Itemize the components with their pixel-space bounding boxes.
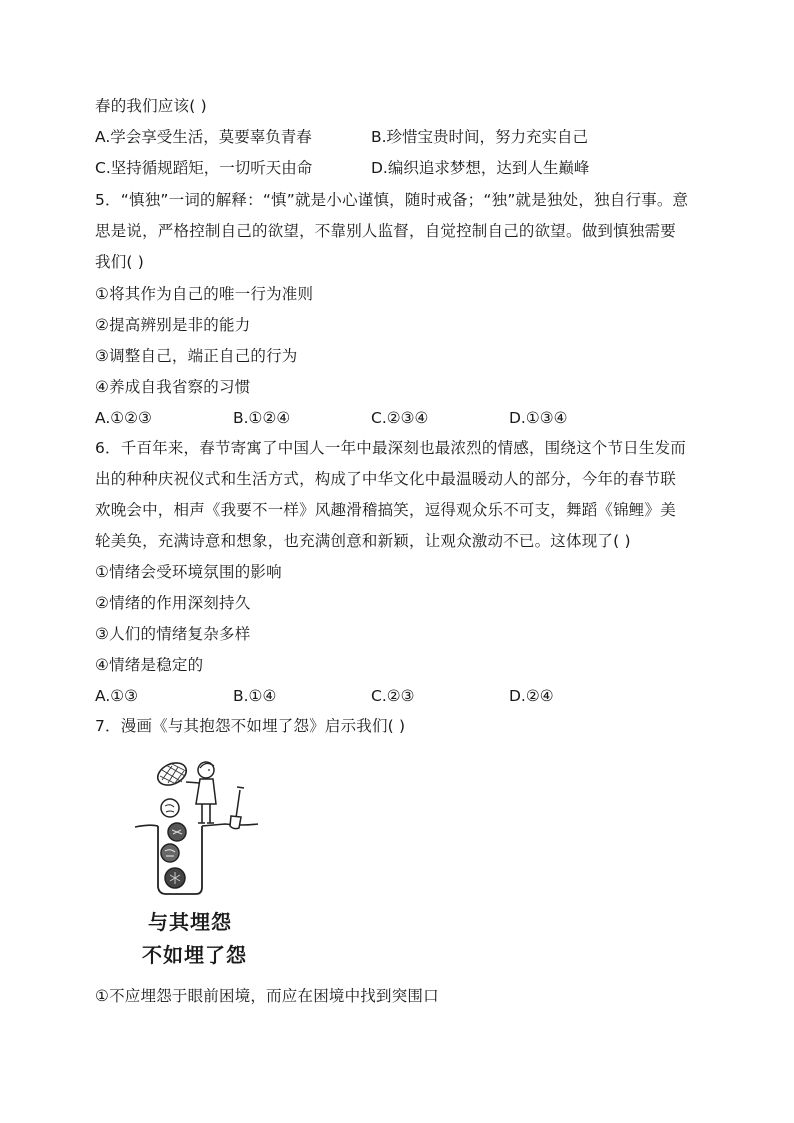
q6-stem-line-1: 6．千百年来，春节寄寓了中国人一年中最深刻也最浓烈的情感，围绕这个节日生发而 (95, 439, 686, 457)
q5-item-1: ①将其作为自己的唯一行为准则 (95, 285, 314, 303)
shovel (230, 787, 244, 829)
q4-option-c: C.坚持循规蹈矩，一切听天由命 (95, 159, 313, 177)
grievance-balls (161, 799, 186, 888)
q5-option-a: A.①②③ (95, 409, 152, 427)
q5-item-2: ②提高辨别是非的能力 (95, 316, 251, 334)
q7-stem: 7．漫画《与其抱怨不如埋了怨》启示我们( ) (95, 717, 406, 735)
q6-item-3: ③人们的情绪复杂多样 (95, 625, 251, 643)
q6-stem-line-2: 出的种种庆祝仪式和生活方式，构成了中华文化中最温暖动人的部分，今年的春节联 (95, 470, 676, 488)
q5-option-d: D.①③④ (509, 409, 568, 427)
q4-option-d: D.编织追求梦想，达到人生巅峰 (371, 159, 590, 177)
q6-item-4: ④情绪是稳定的 (95, 656, 204, 674)
basket (154, 759, 190, 790)
q5-item-3: ③调整自己，端正自己的行为 (95, 347, 298, 365)
q6-stem-line-3: 欢晚会中，相声《我要不一样》风趣滑稽搞笑，逗得观众乐不可支，舞蹈《锦鲤》美 (95, 501, 676, 519)
q6-option-c: C.②③ (371, 687, 415, 705)
q4-option-a: A.学会享受生活，莫要辜负青春 (95, 128, 312, 146)
q7-item-1: ①不应埋怨于眼前困境，而应在困境中找到突围口 (95, 987, 439, 1005)
q5-option-b: B.①②④ (233, 409, 291, 427)
q5-stem-line-2: 思是说，严格控制自己的欲望，不靠别人监督，自觉控制自己的欲望。做到慎独需要 (95, 222, 676, 240)
q4-stem-tail: 春的我们应该( ) (95, 97, 207, 115)
q5-item-4: ④养成自我省察的习惯 (95, 378, 251, 396)
q6-option-a: A.①③ (95, 687, 139, 705)
cartoon-caption-line-1: 与其埋怨 (148, 910, 232, 934)
q5-option-c: C.②③④ (371, 409, 429, 427)
q5-stem-line-3: 我们( ) (95, 253, 145, 271)
q6-item-1: ①情绪会受环境氛围的影响 (95, 563, 282, 581)
q6-stem-line-4: 轮美奂，充满诗意和想象，也充满创意和新颖，让观众激动不已。这体现了( ) (95, 532, 631, 550)
cartoon-image (130, 752, 270, 972)
cartoon-caption-line-2: 不如埋了怨 (142, 943, 247, 967)
q5-stem-line-1: 5．“慎独”一词的解释：“慎”就是小心谨慎，随时戒备；“独”就是独处，独自行事。意 (95, 191, 689, 209)
q6-option-b: B.①④ (233, 687, 277, 705)
person-figure (186, 762, 216, 823)
q4-option-b: B.珍惜宝贵时间，努力充实自己 (371, 128, 589, 146)
q6-option-d: D.②④ (509, 687, 554, 705)
q6-item-2: ②情绪的作用深刻持久 (95, 594, 251, 612)
